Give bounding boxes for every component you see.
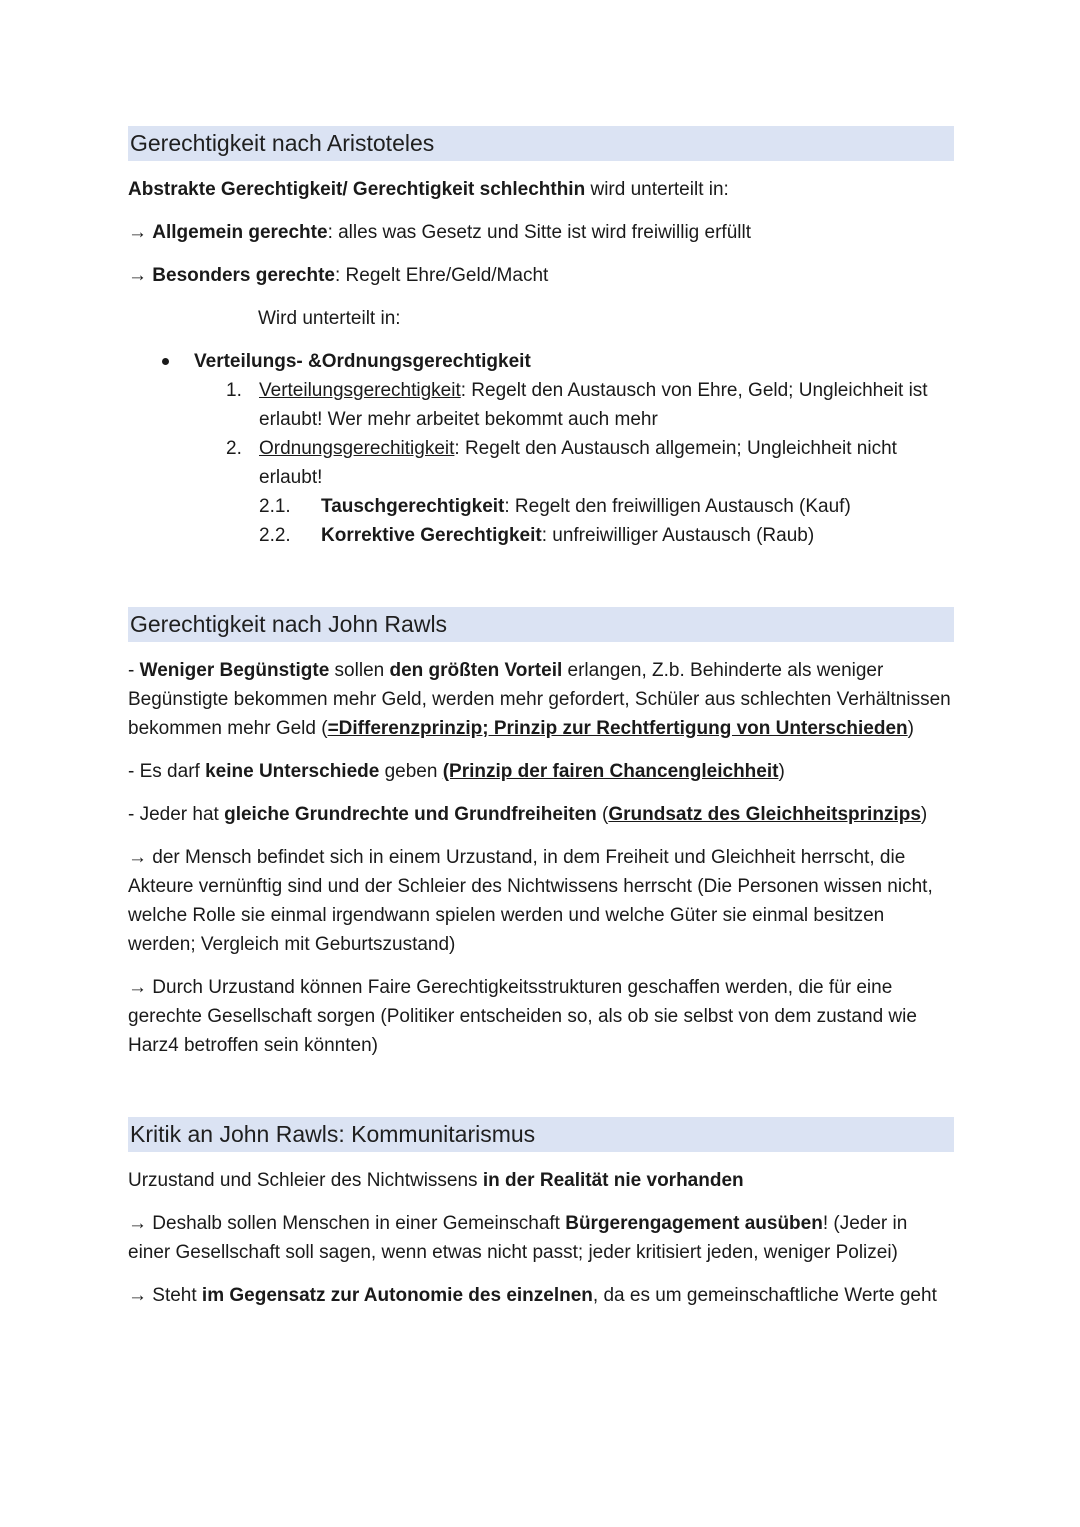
numbered-item-1: 1. Verteilungsgerechtigkeit: Regelt den Austausch von Ehre, Geld; Ungleichheit ist erlaubt! Wer mehr arbeitet bekommt auch mehr xyxy=(226,380,928,430)
arrow-icon: → xyxy=(128,847,147,868)
arrow-icon: → xyxy=(128,222,147,243)
section-rawls xyxy=(128,607,954,1060)
bullet-item: Verteilungs- &Ordnungsgerechtigkeit xyxy=(128,347,954,376)
paragraph-chancengleichheit: - Es darf keine Unterschiede geben (Prinzip der fairen Chancengleichheit) xyxy=(128,761,785,782)
paragraph-realitaet: Urzustand und Schleier des Nichtwissens in der Realität nie vorhanden xyxy=(128,1170,744,1191)
numbered-item-2: 2. Ordnungsgerechitigkeit: Regelt den Austausch allgemein; Ungleichheit nicht erlaubt! xyxy=(226,438,897,488)
section-kritik xyxy=(128,1117,954,1310)
arrow-icon: → xyxy=(128,1213,147,1234)
paragraph-autonomie: → Steht im Gegensatz zur Autonomie des einzelnen, da es um gemeinschaftliche Werte geht xyxy=(128,1285,937,1306)
paragraph-allgemein: → Allgemein gerechte: alles was Gesetz und Sitte ist wird freiwillig erfüllt xyxy=(128,222,751,243)
paragraph-urzustand: → der Mensch befindet sich in einem Urzustand, in dem Freiheit und Gleichheit herrscht, die Akteure vernünftig sind und der Schleier des Nichtwissens herrscht (Die Personen wissen nicht, welche Rolle sie einmal irgendwann spielen werden und welche Güter sie einmal besitzen werden; Vergleich mit Geburtszustand) xyxy=(128,847,933,955)
arrow-icon: → xyxy=(128,1285,147,1306)
paragraph-wird-unterteilt: Wird unterteilt in: xyxy=(258,308,401,329)
section-heading-rawls: Gerechtigkeit nach John Rawls xyxy=(128,607,954,642)
bullet-icon xyxy=(162,358,169,365)
section-heading-aristoteles: Gerechtigkeit nach Aristoteles xyxy=(128,126,954,161)
section-aristoteles xyxy=(128,126,954,550)
paragraph-intro: Abstrakte Gerechtigkeit/ Gerechtigkeit schlechthin wird unterteilt in: xyxy=(128,179,729,200)
paragraph-differenzprinzip: - Weniger Begünstigte sollen den größten Vorteil erlangen, Z.b. Behinderte als weniger Begünstigte bekommen mehr Geld, werden mehr gefordert, Schüler aus schlechten Verhältnissen bekommen mehr Geld (=Differenzprinzip; Prinzip zur Rechtfertigung von Unterschieden) xyxy=(128,660,951,739)
paragraph-besonders: → Besonders gerechte: Regelt Ehre/Geld/Macht xyxy=(128,265,549,286)
numbered-item-2-2: 2.2. Korrektive Gerechtigkeit: unfreiwilliger Austausch (Raub) xyxy=(259,525,815,546)
paragraph-gerechtigkeitsstrukturen: → Durch Urzustand können Faire Gerechtigkeitsstrukturen geschaffen werden, die für eine gerechte Gesellschaft sorgen (Politiker entscheiden so, als ob sie selbst von dem zustand wie Harz4 betroffen sein könnten) xyxy=(128,977,917,1056)
paragraph-buergerengagement: → Deshalb sollen Menschen in einer Gemeinschaft Bürgerengagement ausüben! (Jeder in einer Gesellschaft soll sagen, wenn etwas nicht passt; jeder kritisiert jeden, weniger Polizei) xyxy=(128,1213,908,1263)
document-page xyxy=(128,126,954,1310)
numbered-item-2-1: 2.1. Tauschgerechtigkeit: Regelt den freiwilligen Austausch (Kauf) xyxy=(259,496,851,517)
arrow-icon: → xyxy=(128,265,147,286)
paragraph-gleichheitsprinzip: - Jeder hat gleiche Grundrechte und Grundfreiheiten (Grundsatz des Gleichheitsprinzips) xyxy=(128,804,928,825)
arrow-icon: → xyxy=(128,977,147,998)
section-heading-kritik: Kritik an John Rawls: Kommunitarismus xyxy=(128,1117,954,1152)
